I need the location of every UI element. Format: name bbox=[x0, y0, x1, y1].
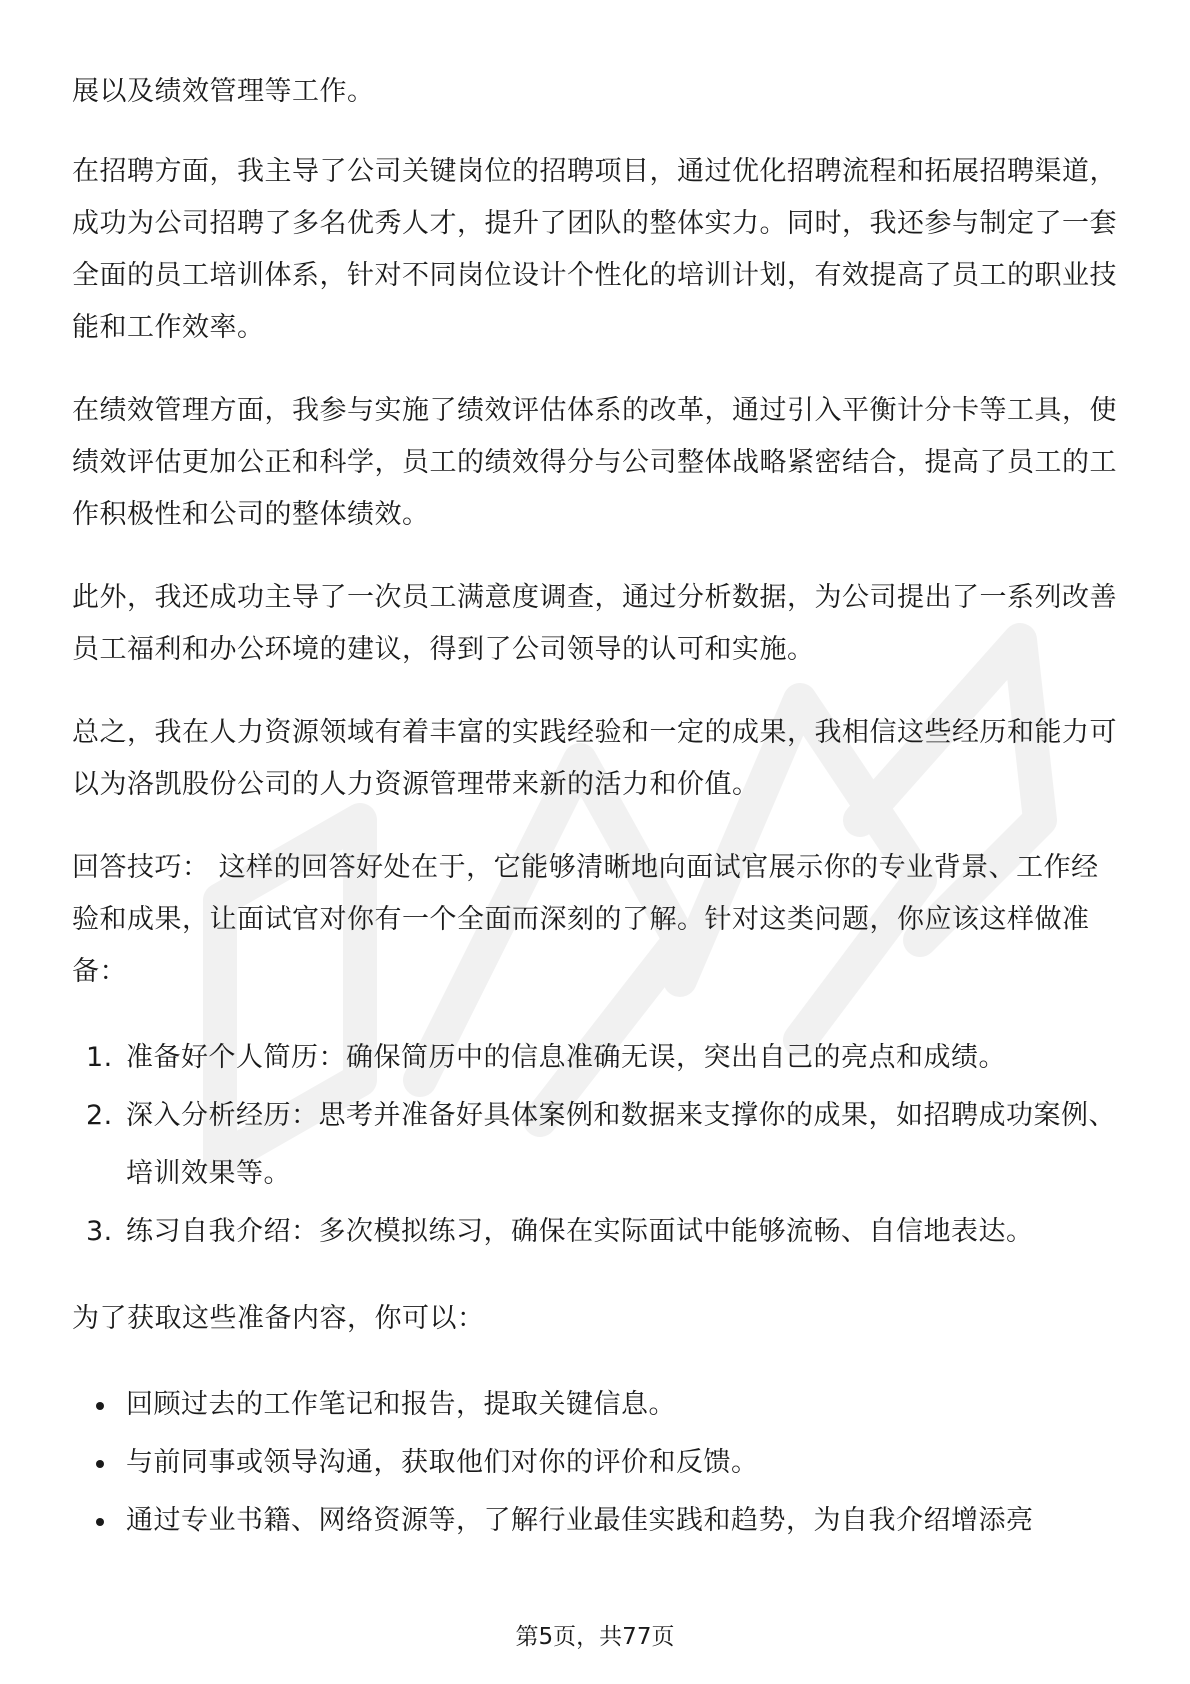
list-number: 3. bbox=[86, 1216, 113, 1247]
bullet-list bbox=[72, 1376, 1122, 1550]
bullet-icon bbox=[96, 1518, 104, 1526]
list-item-text: 准备好个人简历：确保简历中的信息准确无误，突出自己的亮点和成绩。 bbox=[126, 1042, 1006, 1073]
list-item-text: 通过专业书籍、网络资源等，了解行业最佳实践和趋势，为自我介绍增添亮 bbox=[126, 1505, 1034, 1536]
bullet-icon bbox=[96, 1460, 104, 1468]
list-item bbox=[72, 1087, 1122, 1203]
list-number: 2. bbox=[86, 1100, 113, 1131]
list-item-text: 与前同事或领导沟通，获取他们对你的评价和反馈。 bbox=[126, 1447, 759, 1478]
page-number-footer: 第5页，共77页 bbox=[515, 1624, 675, 1650]
list-item bbox=[72, 1029, 1122, 1087]
list-item bbox=[72, 1203, 1122, 1261]
list-item-text: 回顾过去的工作笔记和报告，提取关键信息。 bbox=[126, 1389, 676, 1420]
paragraph-continuation: 展以及绩效管理等工作。 bbox=[72, 76, 375, 107]
bullet-icon bbox=[96, 1402, 104, 1410]
paragraph-answer-tips: 回答技巧： 这样的回答好处在于，它能够清晰地向面试官展示你的专业背景、工作经验和成果，让面试官对你有一个全面而深刻的了解。针对这类问题，你应该这样做准备： bbox=[72, 852, 1099, 987]
paragraph-survey: 此外，我还成功主导了一次员工满意度调查，通过分析数据，为公司提出了一系列改善员工福利和办公环境的建议，得到了公司领导的认可和实施。 bbox=[72, 582, 1117, 665]
list-item-text: 练习自我介绍：多次模拟练习，确保在实际面试中能够流畅、自信地表达。 bbox=[126, 1216, 1034, 1247]
list-item bbox=[72, 1492, 1122, 1550]
list-number: 1. bbox=[86, 1042, 113, 1073]
paragraph-summary: 总之，我在人力资源领域有着丰富的实践经验和一定的成果，我相信这些经历和能力可以为洛凯股份公司的人力资源管理带来新的活力和价值。 bbox=[72, 717, 1117, 800]
document-page bbox=[72, 66, 1122, 1582]
paragraph-performance: 在绩效管理方面，我参与实施了绩效评估体系的改革，通过引入平衡计分卡等工具，使绩效评估更加公正和科学，员工的绩效得分与公司整体战略紧密结合，提高了员工的工作积极性和公司的整体绩效。 bbox=[72, 395, 1117, 530]
list-item bbox=[72, 1434, 1122, 1492]
numbered-list bbox=[72, 1029, 1122, 1261]
paragraph-bullets-intro: 为了获取这些准备内容，你可以： bbox=[72, 1303, 485, 1334]
list-item-text: 深入分析经历：思考并准备好具体案例和数据来支撑你的成果，如招聘成功案例、培训效果等。 bbox=[126, 1100, 1116, 1189]
paragraph-recruitment: 在招聘方面，我主导了公司关键岗位的招聘项目，通过优化招聘流程和拓展招聘渠道，成功为公司招聘了多名优秀人才，提升了团队的整体实力。同时，我还参与制定了一套全面的员工培训体系，针对不同岗位设计个性化的培训计划，有效提高了员工的职业技能和工作效率。 bbox=[72, 156, 1117, 343]
list-item bbox=[72, 1376, 1122, 1434]
